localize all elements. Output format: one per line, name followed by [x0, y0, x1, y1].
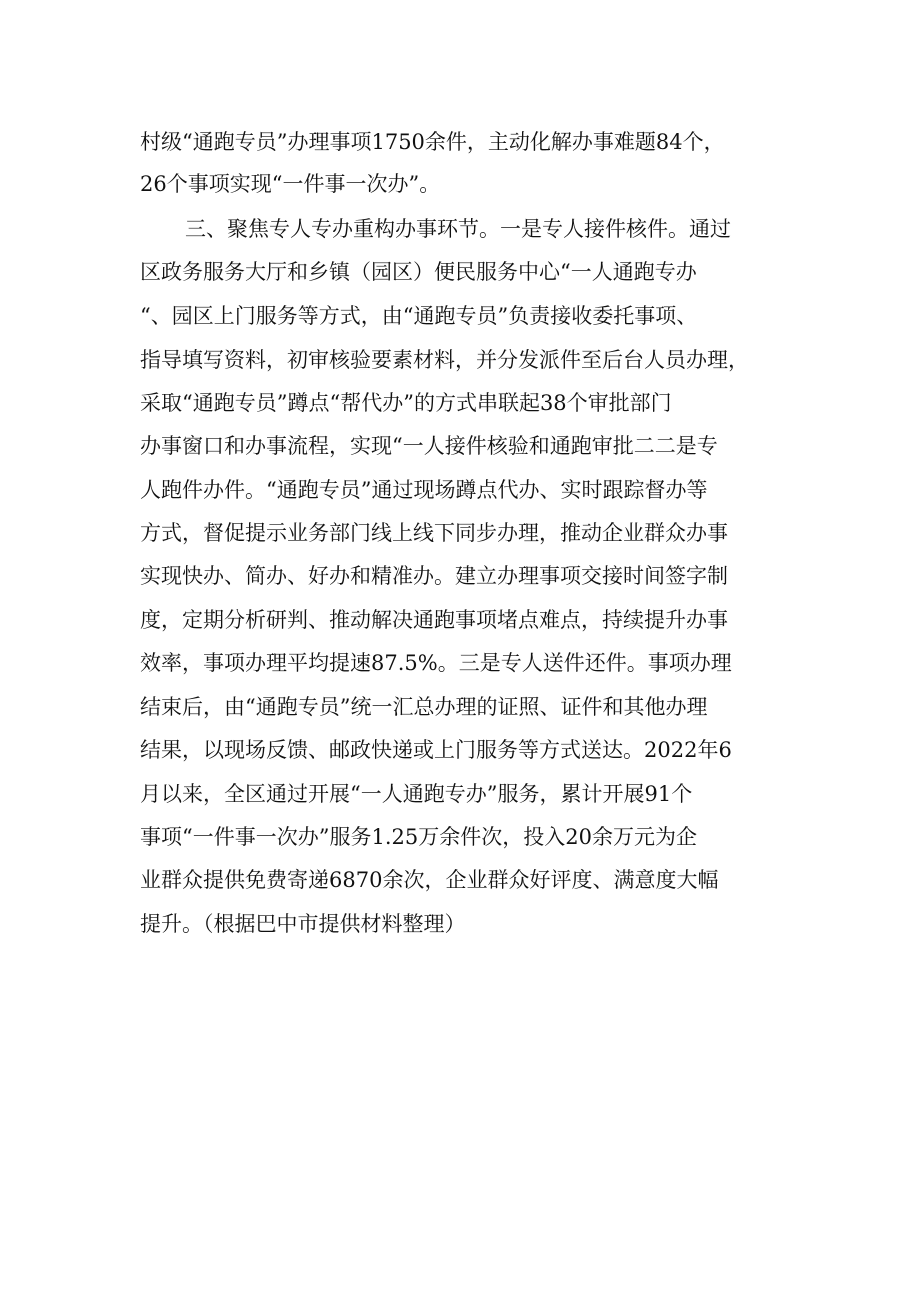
line-text: 实现快办、简办、好办和精准办。建立办理事项交接时间签字制	[140, 564, 728, 588]
paragraph-line	[0, 294, 920, 338]
paragraph-line	[0, 728, 920, 772]
paragraph-line	[0, 815, 920, 859]
paragraph-line	[0, 772, 920, 816]
line-text: 办事窗口和办事流程，实现“一人接件核验和通跑审批二二是专	[140, 434, 718, 458]
line-text: 提升。（根据巴中市提供材料整理）	[140, 912, 466, 936]
paragraph-line	[0, 598, 920, 642]
paragraph-line	[0, 468, 920, 512]
paragraph-line	[0, 120, 920, 164]
paragraph-line	[0, 511, 920, 555]
paragraph-line	[0, 685, 920, 729]
line-text: 26个事项实现“一件事一次办”。	[140, 172, 441, 196]
paragraph-line	[0, 902, 920, 946]
line-text: 效率，事项办理平均提速87.5%。三是专人送件还件。事项办理	[140, 651, 732, 675]
line-text: 度，定期分析研判、推动解决通跑事项堵点难点，持续提升办事	[140, 608, 728, 632]
paragraph-line	[0, 858, 920, 902]
line-text: 区政务服务大厅和乡镇（园区）便民服务中心“一人通跑专办	[140, 260, 697, 284]
line-text: 业群众提供免费寄递6870余次，企业群众好评度、满意度大幅	[140, 868, 719, 892]
paragraph-line	[0, 641, 920, 685]
line-text: 方式，督促提示业务部门线上线下同步办理，推动企业群众办事	[140, 521, 728, 545]
line-text: 结果，以现场反馈、邮政快递或上门服务等方式送达。2022年6	[140, 738, 732, 762]
paragraph-line	[0, 381, 920, 425]
paragraph-line	[0, 207, 920, 251]
line-text: 月以来，全区通过开展“一人通跑专办”服务，累计开展91个	[140, 782, 693, 806]
paragraph-line	[0, 424, 920, 468]
line-text: 结束后，由“通跑专员”统一汇总办理的证照、证件和其他办理	[140, 695, 708, 719]
line-text: 事项“一件事一次办”服务1.25万余件次，投入20余万元为企	[140, 825, 697, 849]
paragraph-line	[0, 338, 920, 382]
line-text: 人跑件办件。“通跑专员”通过现场蹲点代办、实时跟踪督办等	[140, 478, 708, 502]
paragraph-line	[0, 162, 920, 206]
paragraph-line	[0, 250, 920, 294]
line-text: 采取“通跑专员”蹲点“帮代办”的方式串联起38个审批部门	[140, 391, 672, 415]
paragraph-line	[0, 554, 920, 598]
line-text: 三、聚焦专人专办重构办事环节。一是专人接件核件。通过	[185, 217, 731, 241]
line-text: 指导填写资料，初审核验要素材料，并分发派件至后台人员办理，	[140, 348, 749, 372]
line-text: “、园区上门服务等方式，由“通跑专员”负责接收委托事项、	[140, 304, 698, 328]
line-text: 村级“通跑专员”办理事项1750余件，主动化解办事难题84个，	[140, 130, 725, 154]
